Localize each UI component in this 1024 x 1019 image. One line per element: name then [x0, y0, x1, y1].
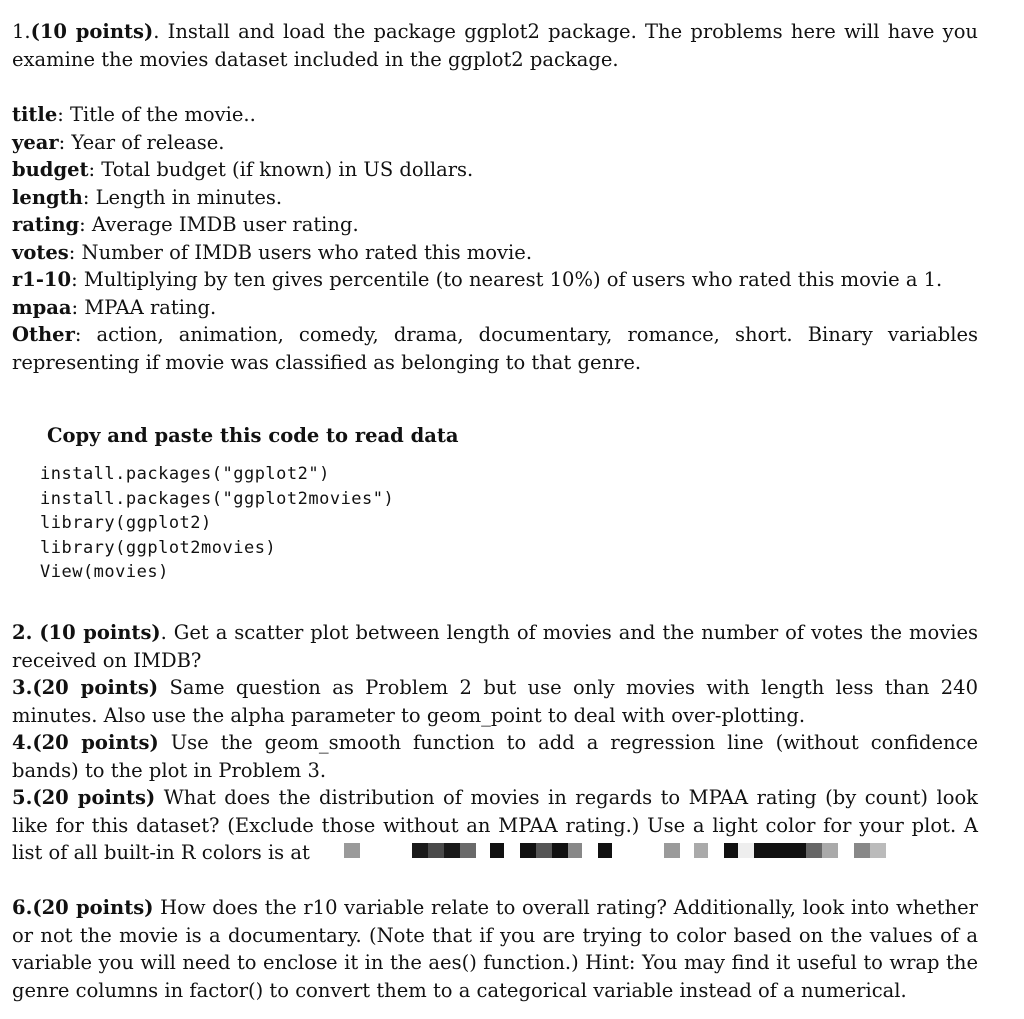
redacted-link [316, 838, 886, 866]
question-6-points: (20 points) [32, 896, 154, 919]
question-2-number: 2. [12, 621, 33, 644]
question-5 [12, 784, 978, 867]
variable-desc: : Title of the movie.. [57, 103, 256, 126]
variable-name: budget [12, 158, 89, 181]
variable-desc: : MPAA rating. [71, 295, 217, 319]
code-line: install.packages("ggplot2movies") [40, 488, 395, 509]
variable-desc: : action, animation, comedy, drama, documentary, romance, short. Binary variables representing if movie was classified as belonging to that genre. [12, 323, 978, 374]
variable-name: year [12, 130, 59, 154]
code-line: View(movies) [40, 562, 169, 582]
question-2-text: . Get a scatter plot between length of movies and the number of votes the movies received on IMDB? [12, 621, 978, 672]
variable-desc: : Multiplying by ten gives percentile (to nearest 10%) of users who rated this movie a 1. [71, 268, 943, 291]
question-5-points: (20 points) [32, 786, 156, 809]
variable-name: r1-10 [12, 268, 72, 291]
question-2-points: (10 points) [39, 621, 161, 644]
question-4-text: Use the geom_smooth function to add a regression line (without confidence bands) to the plot in Problem 3. [12, 731, 979, 782]
variable-item [12, 156, 1002, 184]
question-4-number: 4. [12, 731, 33, 754]
variable-desc: : Total budget (if known) in US dollars. [88, 158, 474, 181]
variable-item [12, 266, 1002, 294]
questions-2-5 [12, 619, 978, 867]
question-3-number: 3. [12, 676, 33, 699]
question-4 [12, 729, 978, 784]
question-5-text: What does the distribution of movies in regards to MPAA rating (by count) look like for this dataset? (Exclude those without an MPAA rating.) Use a light color for your plot. A list of all built-in R colors is at [12, 786, 978, 864]
variable-item [12, 239, 1002, 267]
code-line: library(ggplot2) [40, 513, 212, 533]
variable-list [12, 101, 1002, 376]
variable-item [12, 321, 978, 376]
question-1-points: (10 points) [30, 20, 154, 43]
variable-item [12, 294, 1002, 322]
variable-desc: : Year of release. [58, 130, 225, 154]
code-line: library(ggplot2movies) [40, 537, 277, 558]
variable-name: title [12, 103, 58, 126]
question-5-number: 5. [12, 786, 33, 809]
code-section-title: Copy and paste this code to read data [47, 424, 459, 447]
variable-name: votes [12, 240, 69, 264]
question-3 [12, 674, 978, 729]
question-6-number: 6. [12, 896, 33, 919]
question-1-number: 1. [12, 20, 31, 43]
question-1-text: . Install and load the package ggplot2 package. The problems here will have you examine the movies dataset included in the ggplot2 package. [12, 20, 978, 71]
question-3-points: (20 points) [32, 676, 159, 699]
variable-desc: : Average IMDB user rating. [79, 213, 359, 236]
code-block [40, 462, 394, 585]
variable-desc: : Length in minutes. [82, 185, 283, 209]
question-3-text: Same question as Problem 2 but use only movies with length less than 240 minutes. Also use the alpha parameter to geom_point to deal with over-plotting. [12, 676, 978, 727]
code-line: install.packages("ggplot2") [40, 464, 330, 484]
variable-desc: : Number of IMDB users who rated this movie. [68, 240, 533, 264]
question-2 [12, 619, 978, 674]
variable-item [12, 211, 1002, 239]
question-1 [12, 18, 978, 73]
variable-name: length [12, 185, 83, 209]
question-6 [12, 894, 978, 1004]
variable-item [12, 184, 1002, 212]
question-4-points: (20 points) [32, 731, 159, 754]
variable-name: Other [12, 323, 75, 346]
variable-name: mpaa [12, 295, 72, 319]
variable-item [12, 129, 1002, 157]
question-6-text: How does the r10 variable relate to overall rating? Additionally, look into whether or not the movie is a documentary. (Note that if you are trying to color based on the values of a variable you will need to enclose it in the aes() function.) Hint: You may find it useful to wrap the genre columns in factor() to convert them to a categorical variable instead of a numerical. [12, 896, 979, 1002]
variable-name: rating [12, 213, 80, 236]
variable-item [12, 101, 1002, 129]
